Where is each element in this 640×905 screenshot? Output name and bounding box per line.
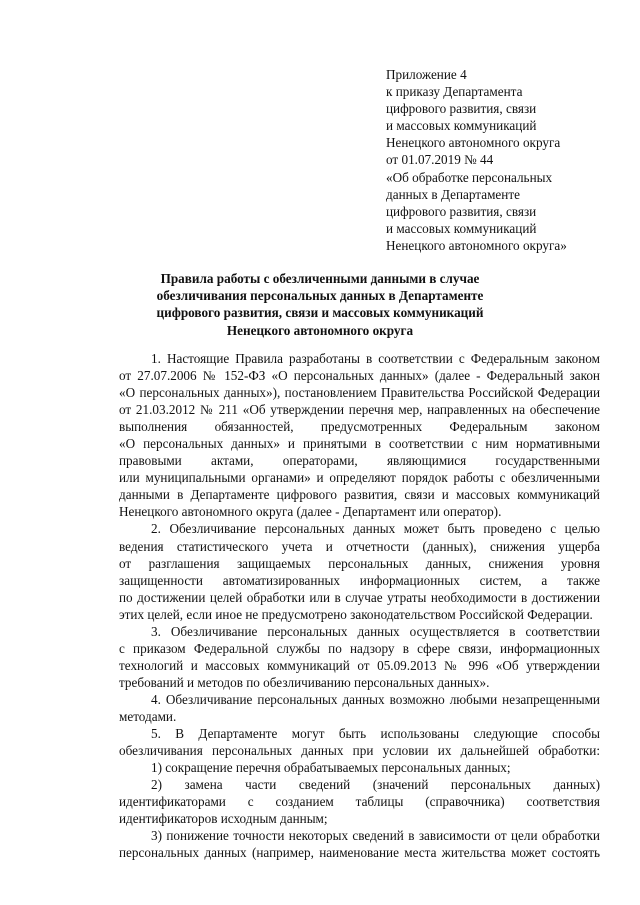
body-line: 5. В Департаменте могут быть использованы следующие способы: [151, 726, 600, 742]
body-line: от разглашения защищаемых персональных данных, снижения уровня: [119, 555, 600, 571]
appendix-line: и массовых коммуникаций: [386, 220, 537, 236]
title-line: Правила работы с обезличенными данными в случае: [160, 271, 480, 286]
body-line: 1. Настоящие Правила разработаны в соответствии с Федеральным законом: [151, 351, 600, 366]
body-line: 2) замена части сведений (значений персональных данных): [151, 777, 600, 793]
body-line: «О персональных данных»), постановлением Правительства Российской Федерации: [119, 385, 600, 401]
body-line: 2. Обезличивание персональных данных может быть проведено с целью: [151, 521, 600, 537]
appendix-line: Ненецкого автономного округа: [386, 135, 561, 151]
document-body: [119, 350, 600, 861]
title-line: цифрового развития, связи и массовых коммуникаций: [156, 305, 484, 321]
body-line: технологий и массовых коммуникаций от 05.09.2013 № 996 «Об утверждении: [119, 657, 600, 673]
body-line: ведения статистического учета и отчетности (данных), снижения ущерба: [119, 538, 600, 554]
body-line: «О персональных данных» и принятыми в соответствии с ним нормативными: [119, 436, 600, 452]
body-line: по достижении целей обработки или в случае утраты необходимости в достижении: [119, 589, 600, 605]
body-line: 3) понижение точности некоторых сведений в зависимости от цели обработки: [151, 828, 600, 844]
body-line: 4. Обезличивание персональных данных возможно любыми незапрещенными: [151, 691, 600, 707]
body-line: идентификаторов исходным данным;: [119, 811, 328, 827]
appendix-line: Ненецкого автономного округа»: [386, 237, 567, 253]
appendix-header: [386, 66, 626, 254]
appendix-line: к приказу Департамента: [386, 84, 523, 100]
appendix-line: «Об обработке персональных: [386, 169, 553, 185]
body-line: методами.: [119, 708, 177, 724]
body-line: Ненецкого автономного округа (далее - Департамент или оператор).: [119, 504, 502, 520]
body-line: данными в Департаменте цифрового развития, связи и массовых коммуникаций: [119, 487, 600, 503]
body-line: персональных данных (например, наименование места жительства может состоять: [119, 845, 600, 861]
body-line: этих целей, если иное не предусмотрено законодательством Российской Федерации.: [119, 606, 593, 622]
body-line: правовыми актами, операторами, являющимися государственными: [119, 453, 600, 469]
appendix-line: цифрового развития, связи: [386, 203, 537, 219]
body-line: защищенности автоматизированных информационных систем, а также: [119, 572, 600, 588]
appendix-line: и массовых коммуникаций: [386, 118, 537, 134]
title-line: Ненецкого автономного округа: [226, 322, 414, 338]
body-line: 3. Обезличивание персональных данных осуществляется в соответствии: [151, 623, 600, 639]
body-line: идентификаторами с созданием таблицы (справочника) соответствия: [119, 794, 600, 810]
body-line: выполнения обязанностей, предусмотренных Федеральным законом: [119, 419, 600, 435]
body-line: требований и методов по обезличиванию персональных данных».: [119, 674, 490, 690]
title-line: обезличивания персональных данных в Департаменте: [156, 288, 484, 304]
body-line: с приказом Федеральной службы по надзору в сфере связи, информационных: [119, 640, 600, 656]
appendix-line: Приложение 4: [386, 67, 467, 82]
body-line: от 27.07.2006 № 152-ФЗ «О персональных данных» (далее - Федеральный закон: [119, 368, 600, 384]
appendix-line: данных в Департаменте: [386, 186, 520, 202]
body-line: 1) сокращение перечня обрабатываемых персональных данных;: [151, 760, 511, 776]
appendix-line: цифрового развития, связи: [386, 101, 537, 117]
appendix-line: от 01.07.2019 № 44: [386, 152, 494, 168]
body-line: обезличивания персональных данных при условии их дальнейшей обработки:: [119, 743, 600, 759]
body-line: или муниципальными органами» и определяют порядок работы с обезличенными: [119, 470, 600, 486]
document-title: [60, 270, 580, 339]
body-line: от 21.03.2012 № 211 «Об утверждении перечня мер, направленных на обеспечение: [119, 402, 600, 418]
